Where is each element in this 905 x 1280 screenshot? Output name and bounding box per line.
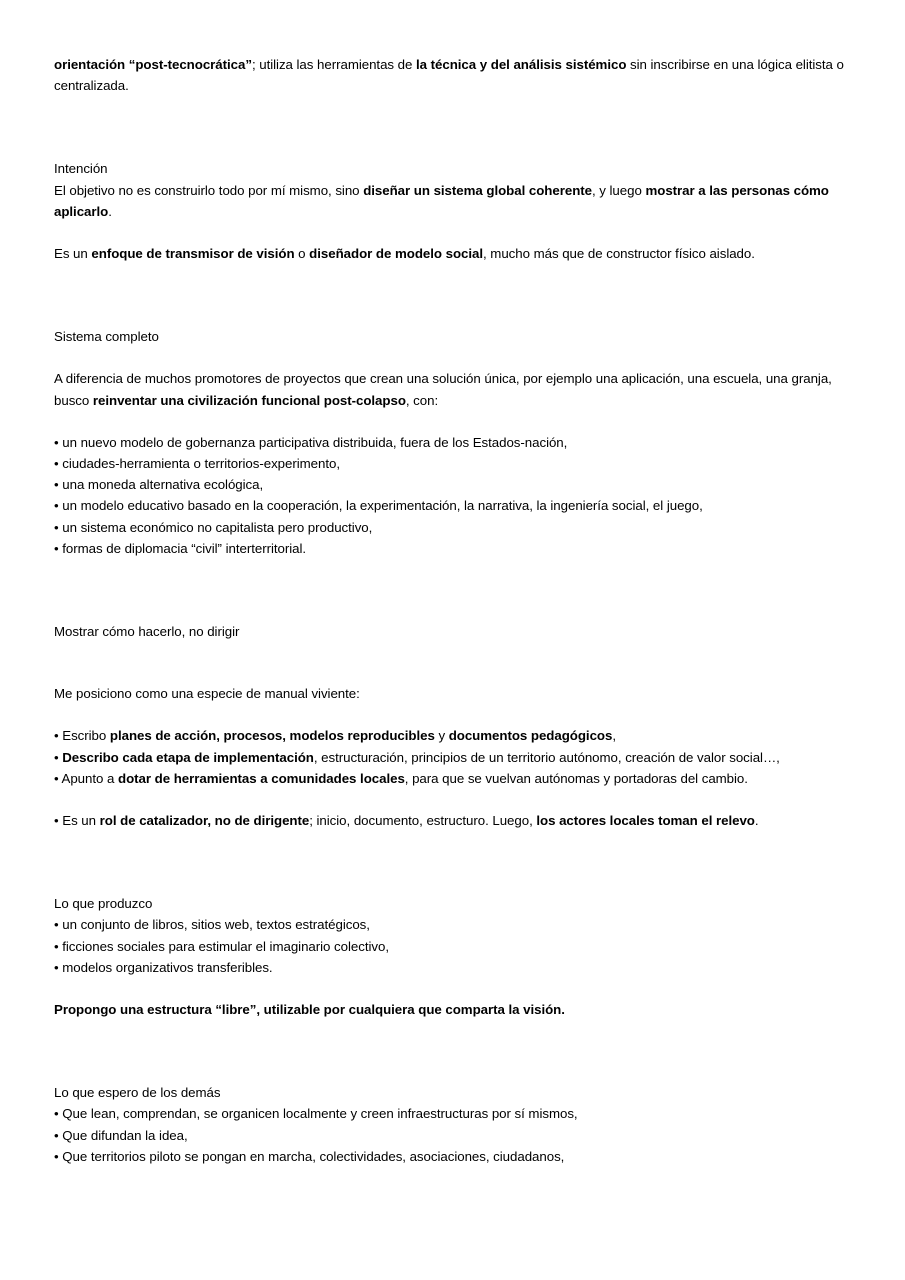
- intencion-heading: Intención: [54, 161, 108, 177]
- spacer-sistema-mostrar: [54, 559, 850, 621]
- intencion-paragraph-1: [54, 180, 850, 222]
- list-item: • ficciones sociales para estimular el imaginario colectivo,: [54, 938, 389, 954]
- section-lo-que-espero: [54, 1082, 850, 1167]
- mostrar-b1-bold-a: planes de acción, procesos, modelos reproducibles: [109, 728, 435, 744]
- intencion-p2-bold-a: enfoque de transmisor de visión: [91, 246, 295, 262]
- list-item: • un sistema económico no capitalista pero productivo,: [54, 519, 373, 535]
- sistema-text-a: A diferencia de muchos promotores de proyectos que crean una solución única, por ejemplo una aplicación, una escuela, una granja, busco: [54, 371, 832, 408]
- produzco-closing-statement: Propongo una estructura “libre”, utilizable por cualquiera que comparta la visión.: [54, 1002, 565, 1018]
- mostrar-b3-bold: dotar de herramientas a comunidades locales: [118, 770, 405, 786]
- intro-bold-tecnica: la técnica y del análisis sistémico: [416, 57, 627, 72]
- intro-paragraph: [54, 54, 850, 96]
- mostrar-bullet-3: [54, 768, 850, 789]
- produzco-heading: Lo que produzco: [54, 896, 153, 912]
- list-item: • formas de diplomacia “civil” interterritorial.: [54, 540, 307, 556]
- intencion-p1-text-c: .: [108, 203, 112, 219]
- list-item: • Que lean, comprendan, se organicen localmente y creen infraestructuras por sí mismos,: [54, 1106, 578, 1122]
- section-sistema-completo: [54, 326, 850, 559]
- mostrar-b3-text-b: , para que se vuelvan autónomas y portadoras del cambio.: [404, 770, 748, 786]
- list-item: • un nuevo modelo de gobernanza participativa distribuida, fuera de los Estados-nación,: [54, 434, 568, 450]
- mostrar-bullet-1: [54, 725, 850, 746]
- spacer-produzco-espero: [54, 1020, 850, 1082]
- intro-text-tail: sin inscribirse en una lógica elitista o centralizada.: [54, 57, 844, 94]
- intencion-p1-bold-a: diseñar un sistema global coherente: [363, 182, 592, 198]
- spacer-sistema-bullets: [54, 411, 850, 432]
- produzco-bullet-list: [54, 914, 850, 978]
- intencion-p2-bold-b: diseñador de modelo social: [309, 246, 483, 262]
- mostrar-b3-text-a: • Apunto a: [54, 770, 118, 786]
- sistema-bold-reinventar: reinventar una civilización funcional post-colapso: [92, 392, 406, 408]
- mostrar-b4-bold-a: rol de catalizador, no de dirigente: [99, 813, 310, 829]
- list-item: • una moneda alternativa ecológica,: [54, 477, 264, 493]
- section-intencion: [54, 158, 850, 264]
- mostrar-b4-text-a: • Es un: [54, 813, 100, 829]
- intencion-p1-text-a: El objetivo no es construirlo todo por mí mismo, sino: [54, 182, 364, 198]
- spacer-produzco-closing: [54, 978, 850, 999]
- mostrar-bullet-2: [54, 747, 850, 768]
- sistema-text-b: , con:: [405, 392, 439, 408]
- intro-bold-orientacion: orientación “post-tecnocrática”: [54, 57, 252, 72]
- spacer-mostrar-bullet4: [54, 789, 850, 810]
- section-lo-que-produzco: [54, 893, 850, 1020]
- list-item: • ciudades-herramienta o territorios-experimento,: [54, 456, 340, 472]
- spacer-mostrar-produzco: [54, 831, 850, 893]
- document-body: [54, 54, 850, 1167]
- mostrar-b4-text-b: ; inicio, documento, estructuro. Luego,: [309, 813, 537, 829]
- spacer-sistema-heading: [54, 347, 850, 368]
- list-item: • Que difundan la idea,: [54, 1127, 188, 1143]
- mostrar-b1-text-b: y: [434, 728, 449, 744]
- mostrar-b1-text-c: ,: [612, 728, 616, 744]
- mostrar-heading: Mostrar cómo hacerlo, no dirigir: [54, 624, 240, 640]
- section-intro: [54, 54, 850, 96]
- spacer-intro-intencion: [54, 96, 850, 158]
- intencion-p1-bold-b: mostrar a las personas cómo aplicarlo: [54, 182, 829, 219]
- espero-bullet-list: [54, 1103, 850, 1167]
- list-item: • un conjunto de libros, sitios web, textos estratégicos,: [54, 917, 370, 933]
- mostrar-b2-bullet: •: [54, 749, 63, 765]
- intro-text-mid: ; utiliza las herramientas de: [251, 57, 417, 72]
- espero-heading: Lo que espero de los demás: [54, 1085, 221, 1101]
- mostrar-bullet-4: [54, 810, 850, 831]
- mostrar-b4-text-c: .: [754, 813, 759, 829]
- section-mostrar-como: [54, 621, 850, 831]
- sistema-paragraph: [54, 368, 850, 410]
- spacer-mostrar-heading: [54, 642, 850, 683]
- intencion-p2-text-a: Es un: [54, 246, 92, 262]
- spacer-intencion-inner: [54, 222, 850, 243]
- intencion-p2-text-b: o: [294, 246, 310, 262]
- mostrar-b1-bold-b: documentos pedagógicos: [448, 728, 613, 744]
- spacer-intencion-sistema: [54, 264, 850, 326]
- intencion-p1-text-b: , y luego: [592, 182, 646, 198]
- mostrar-intro: Me posiciono como una especie de manual viviente:: [54, 686, 360, 702]
- mostrar-b2-text-b: , estructuración, principios de un territorio autónomo, creación de valor social…,: [313, 749, 780, 765]
- list-item: • modelos organizativos transferibles.: [54, 959, 273, 975]
- list-item: • un modelo educativo basado en la cooperación, la experimentación, la narrativa, la ingeniería social, el juego,: [54, 498, 703, 514]
- intencion-paragraph-2: [54, 243, 850, 264]
- sistema-heading: Sistema completo: [54, 329, 159, 345]
- list-item: • Que territorios piloto se pongan en marcha, colectividades, asociaciones, ciudadanos,: [54, 1148, 565, 1164]
- spacer-mostrar-bullets: [54, 704, 850, 725]
- mostrar-b2-bold: Describo cada etapa de implementación: [62, 749, 314, 765]
- mostrar-b1-text-a: • Escribo: [54, 728, 110, 744]
- sistema-bullet-list: [54, 432, 850, 559]
- mostrar-b4-bold-b: los actores locales toman el relevo: [536, 813, 755, 829]
- intencion-p2-text-c: , mucho más que de constructor físico aislado.: [483, 246, 755, 262]
